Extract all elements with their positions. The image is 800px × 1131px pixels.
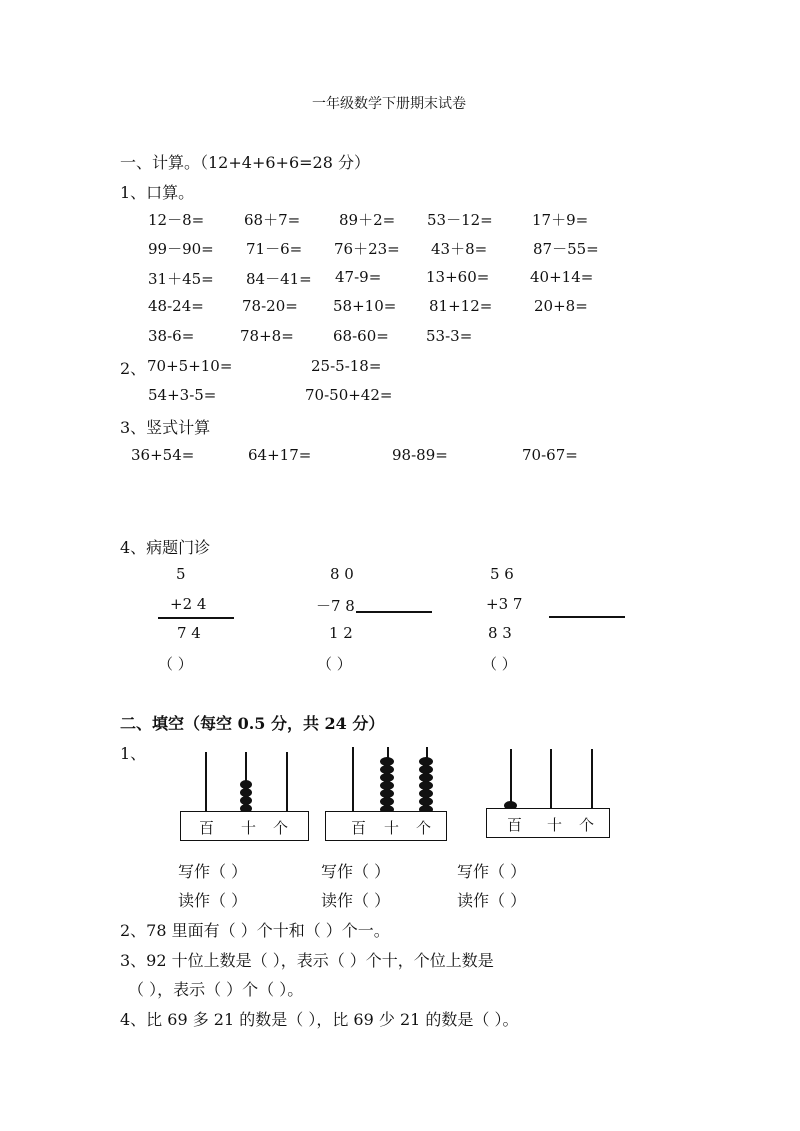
oral-item: 20+8= (534, 297, 588, 315)
result-line (158, 617, 234, 619)
q3-item: 98-89= (392, 446, 448, 464)
q2-item: 54+3-5= (148, 386, 217, 404)
q2-item: 25-5-18= (311, 357, 382, 375)
section-1-heading: 一、计算。（12+4+6+6=28 分） (120, 153, 370, 172)
oral-item: 78+8= (240, 327, 294, 345)
q2-item: 70-50+42= (305, 386, 393, 404)
oral-item: 78-20= (242, 297, 298, 315)
label-ones: 个 (416, 819, 432, 837)
label-tens: 十 (241, 819, 257, 837)
oral-item: 43＋8= (431, 240, 488, 258)
read-as-1: 读作（ ） (178, 891, 248, 910)
label-hundreds: 百 (507, 816, 523, 834)
abacus-label-box (325, 811, 447, 841)
q1-label: 1、口算。 (120, 183, 195, 202)
oral-item: 47-9= (335, 268, 382, 286)
oral-item: 12－8= (148, 211, 205, 229)
abacus-rod-hundreds (510, 749, 512, 809)
label-hundreds: 百 (199, 819, 215, 837)
write-as-2: 写作（ ） (321, 862, 391, 881)
abacus-rod-ones (591, 749, 593, 809)
s2-q4: 4、比 69 多 21 的数是（ ），比 69 少 21 的数是（ ）。 (120, 1010, 519, 1029)
problem-result: 1 2 (329, 624, 353, 642)
oral-item: 31＋45= (148, 270, 214, 288)
problem-operand: +3 7 (486, 595, 523, 613)
label-ones: 个 (579, 816, 595, 834)
q3-item: 64+17= (248, 446, 312, 464)
result-line (549, 616, 625, 618)
label-ones: 个 (273, 819, 289, 837)
read-as-2: 读作（ ） (321, 891, 391, 910)
problem-operand: +2 4 (170, 595, 207, 613)
answer-paren: （ ） (158, 655, 193, 673)
label-tens: 十 (547, 816, 563, 834)
oral-item: 53-3= (426, 327, 473, 345)
oral-item: 53－12= (427, 211, 493, 229)
s2-q1-label: 1、 (120, 744, 147, 763)
abacus-rod-ones (286, 752, 288, 812)
oral-item: 38-6= (148, 327, 195, 345)
oral-item: 17＋9= (532, 211, 589, 229)
abacus-rod-hundreds (205, 752, 207, 812)
label-hundreds: 百 (351, 819, 367, 837)
problem-top: 8 0 (330, 565, 354, 583)
oral-item: 71－6= (246, 240, 303, 258)
oral-item: 87－55= (533, 240, 599, 258)
problem-operand: －7 8 (316, 597, 355, 615)
problem-result: 7 4 (177, 624, 201, 642)
oral-item: 76＋23= (334, 240, 400, 258)
oral-item: 68-60= (333, 327, 389, 345)
q4-label: 4、病题门诊 (120, 538, 211, 557)
abacus-label-box (180, 811, 309, 841)
label-tens: 十 (384, 819, 400, 837)
q2-item: 70+5+10= (147, 357, 233, 375)
oral-item: 84－41= (246, 270, 312, 288)
read-as-3: 读作（ ） (457, 891, 527, 910)
abacus-rod-hundreds (352, 747, 354, 812)
write-as-3: 写作（ ） (457, 862, 527, 881)
page-title: 一年级数学下册期末试卷 (312, 96, 466, 112)
oral-item: 89＋2= (339, 211, 396, 229)
abacus-label-box (486, 808, 610, 838)
answer-paren: （ ） (317, 655, 352, 673)
problem-top: 5 6 (490, 565, 514, 583)
oral-item: 99－90= (148, 240, 214, 258)
q3-item: 70-67= (522, 446, 578, 464)
oral-item: 48-24= (148, 297, 204, 315)
write-as-1: 写作（ ） (178, 862, 248, 881)
oral-item: 68＋7= (244, 211, 301, 229)
abacus-rod-tens (550, 749, 552, 809)
s2-q3-line2: （ ），表示（ ）个（ ）。 (128, 980, 304, 999)
q2-label: 2、 (120, 359, 147, 378)
oral-item: 13+60= (426, 268, 490, 286)
result-line (356, 611, 432, 613)
oral-item: 81+12= (429, 297, 493, 315)
answer-paren: （ ） (482, 655, 517, 673)
q3-item: 36+54= (131, 446, 195, 464)
section-2-heading: 二、填空（每空 0.5 分，共 24 分） (120, 714, 385, 733)
problem-result: 8 3 (488, 624, 512, 642)
q3-label: 3、竖式计算 (120, 418, 211, 437)
s2-q2: 2、78 里面有（ ）个十和（ ）个一。 (120, 921, 390, 940)
s2-q3-line1: 3、92 十位上数是（ ），表示（ ）个十，个位上数是 (120, 951, 494, 970)
problem-top: 5 (176, 565, 186, 583)
oral-item: 58+10= (333, 297, 397, 315)
oral-item: 40+14= (530, 268, 594, 286)
